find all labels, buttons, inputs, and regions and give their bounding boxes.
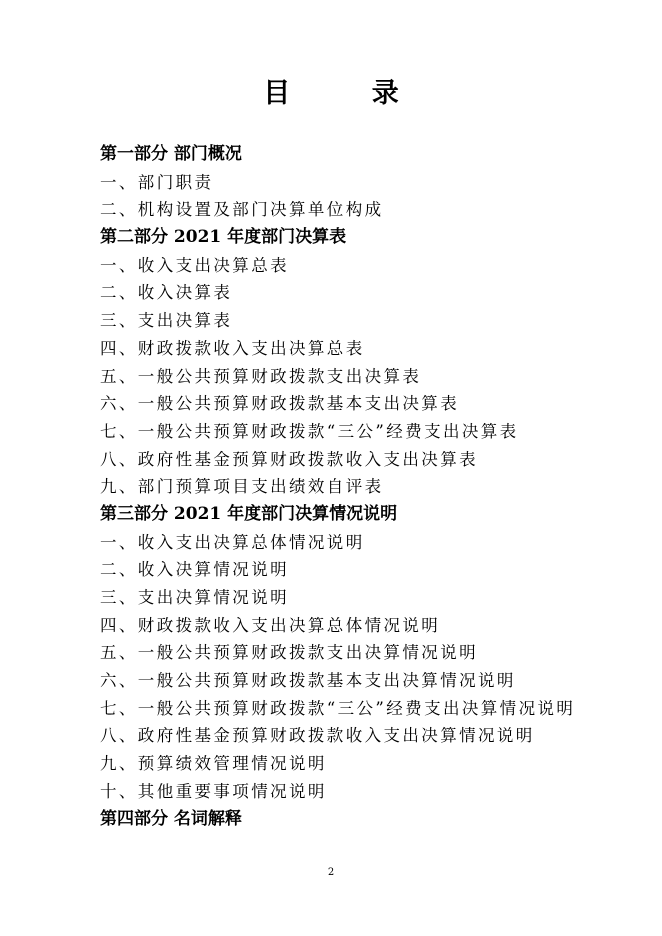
- toc-item: 十、其他重要事项情况说明: [100, 781, 327, 801]
- toc-item: 四、财政拨款收入支出决算总表: [100, 338, 365, 358]
- toc-item: 六、一般公共预算财政拨款基本支出决算表: [100, 394, 460, 414]
- toc-item: 二、收入决算表: [100, 283, 233, 303]
- table-of-contents: [100, 141, 620, 833]
- toc-item: 一、收入支出决算总体情况说明: [100, 532, 365, 552]
- toc-item: 七、一般公共预算财政拨款“三公”经费支出决算情况说明: [100, 698, 576, 718]
- toc-item: 三、支出决算情况说明: [100, 588, 289, 607]
- toc-item: 七、一般公共预算财政拨款“三公”经费支出决算表: [100, 421, 519, 441]
- toc-item: 二、机构设置及部门决算单位构成: [100, 200, 384, 220]
- toc-item: 四、财政拨款收入支出决算总体情况说明: [100, 615, 441, 635]
- toc-part-heading: 第四部分 名词解释: [100, 808, 242, 829]
- toc-part-heading: 第一部分 部门概况: [100, 144, 242, 164]
- toc-item: 九、预算绩效管理情况说明: [100, 754, 327, 774]
- toc-item: 三、支出决算表: [100, 311, 233, 331]
- page-title: 目 录: [263, 78, 435, 109]
- toc-item: 一、收入支出决算总表: [100, 255, 289, 275]
- toc-item: 五、一般公共预算财政拨款支出决算表: [100, 366, 422, 386]
- toc-part-heading: 第二部分 2021 年度部门决算表: [100, 227, 347, 248]
- toc-item: 九、部门预算项目支出绩效自评表: [100, 477, 384, 497]
- toc-item: 八、政府性基金预算财政拨款收入支出决算表: [100, 449, 478, 469]
- toc-item: 八、政府性基金预算财政拨款收入支出决算情况说明: [100, 726, 535, 746]
- toc-item: 二、收入决算情况说明: [100, 560, 289, 580]
- toc-item: 六、一般公共预算财政拨款基本支出决算情况说明: [100, 671, 516, 691]
- page-number: 2: [327, 867, 335, 878]
- toc-part-heading: 第三部分 2021 年度部门决算情况说明: [100, 503, 398, 524]
- toc-item: 五、一般公共预算财政拨款支出决算情况说明: [100, 643, 478, 663]
- toc-item: 一、部门职责: [100, 172, 214, 192]
